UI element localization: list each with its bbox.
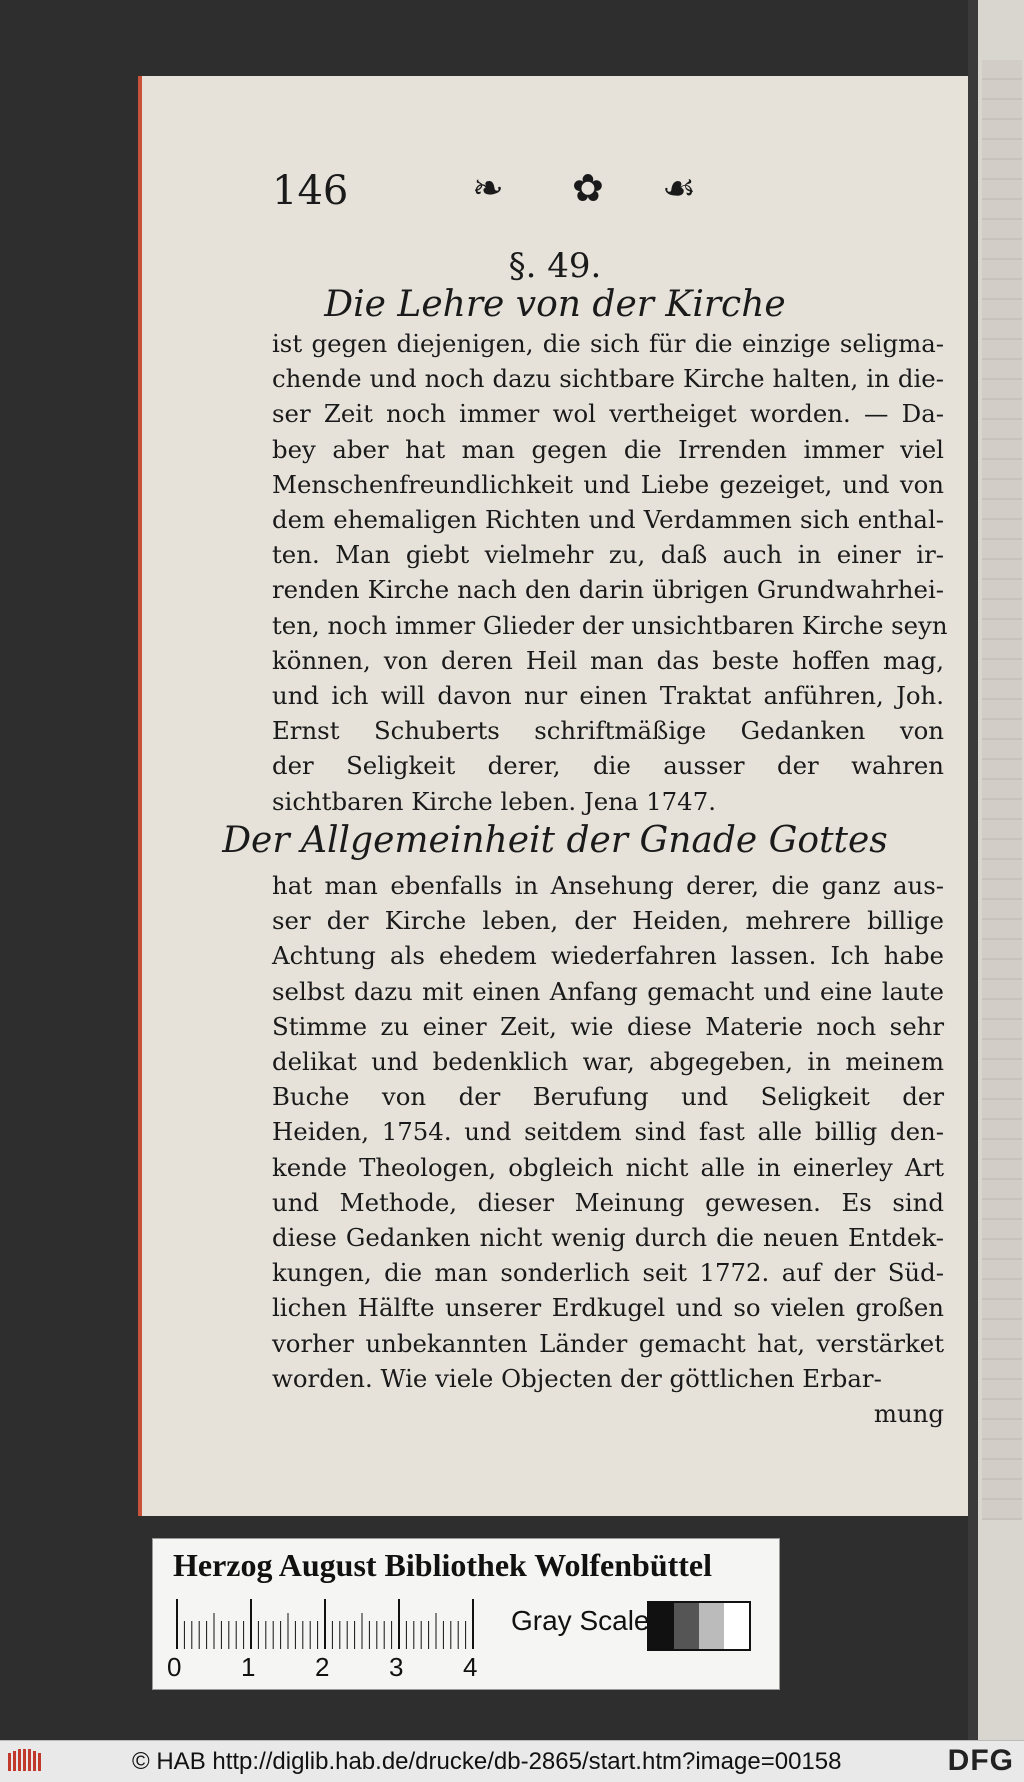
facing-page-edge [968, 0, 1024, 1740]
text-line: Buche von der Berufung und Seligkeit der [272, 1082, 944, 1112]
text-line: Achtung als ehedem wiederfahren lassen. Ich habe [272, 941, 944, 971]
text-line: ist gegen diejenigen, die sich für die einzige seligma- [272, 329, 944, 358]
ornament-center-icon: ✿ [572, 166, 604, 210]
page-number: 146 [272, 168, 349, 214]
text-line: lichen Hälfte unserer Erdkugel und so vielen großen [272, 1293, 944, 1323]
facing-page-lines [982, 60, 1022, 1520]
scale-ruler [175, 1599, 485, 1651]
gray-scale-swatches [647, 1601, 751, 1651]
paragraph-gnade [272, 868, 944, 1396]
text-line: diese Gedanken nicht wenig durch die neuen Entdek- [272, 1223, 944, 1253]
dfg-logo: DFG [947, 1744, 1014, 1777]
text-line: Stimme zu einer Zeit, wie diese Materie noch sehr [272, 1011, 944, 1041]
text-line: hat man ebenfalls in Ansehung derer, die ganz aus- [272, 871, 944, 900]
text-line: kungen, die man sonderlich seit 1772. auf der Süd- [272, 1258, 944, 1288]
text-line: Heiden, 1754. und seitdem sind fast alle billig den- [272, 1117, 944, 1147]
text-line: können, von deren Heil man das beste hoffen mag, [272, 645, 944, 675]
text-line: chende und noch dazu sichtbare Kirche halten, in die- [272, 364, 944, 394]
ruler-number: 0 [167, 1652, 182, 1682]
gray-swatch [699, 1603, 724, 1649]
footer-bar [0, 1740, 1024, 1782]
ruler-number: 4 [463, 1652, 478, 1682]
text-line: der Seligkeit derer, die ausser der wahren [272, 751, 944, 781]
catchword: mung [873, 1399, 944, 1428]
gutter-shadow [968, 0, 978, 1740]
ruler-ticks [175, 1599, 485, 1651]
paragraph-kirche [272, 326, 948, 819]
text-line: worden. Wie viele Objecten der göttlichen Erbar- [272, 1363, 882, 1393]
gray-swatch [674, 1603, 699, 1649]
gray-swatch [724, 1603, 749, 1649]
text-line: ser Zeit noch immer wol vertheiget worden. — Da- [272, 399, 944, 429]
gray-scale-label: Gray Scale [511, 1605, 650, 1636]
text-line: bey aber hat man gegen die Irrenden immer viel [272, 434, 944, 464]
heading-kirche: Die Lehre von der Kirche [324, 284, 786, 325]
ruler-number: 3 [389, 1652, 404, 1682]
text-line: Ernst Schuberts schriftmäßige Gedanken von [272, 716, 944, 746]
section-number: §. 49. [508, 246, 602, 286]
ruler-number: 2 [315, 1652, 330, 1682]
text-line: delikat und bedenklich war, abgegeben, in meinem [272, 1047, 944, 1077]
heading-gnade: Der Allgemeinheit der Gnade Gottes [222, 820, 888, 861]
text-line: ser der Kirche leben, der Heiden, mehrere billige [272, 906, 944, 936]
text-line: und Methode, dieser Meinung gewesen. Es sind [272, 1187, 944, 1217]
text-line: kende Theologen, obgleich nicht alle in einerley Art [272, 1152, 944, 1182]
ornament-left-icon: ❧ [472, 166, 504, 210]
book-page [138, 76, 968, 1516]
library-label [152, 1538, 780, 1690]
ruler-number: 1 [241, 1652, 256, 1682]
catchword-block [272, 1396, 944, 1431]
text-line: sichtbaren Kirche leben. Jena 1747. [272, 786, 716, 816]
text-line: Menschenfreundlichkeit und Liebe gezeiget, und von [272, 469, 944, 499]
footer-url-link[interactable]: © HAB http://diglib.hab.de/drucke/db-2865/start.htm?image=00158 [132, 1748, 842, 1775]
text-line: ten, noch immer Glieder der unsichtbaren Kirche seyn [272, 610, 948, 640]
text-line: und ich will davon nur einen Traktat anführen, Joh. [272, 681, 944, 711]
hab-logo-icon [6, 1747, 46, 1775]
text-line: selbst dazu mit einen Anfang gemacht und eine laute [272, 976, 944, 1006]
gray-swatch [649, 1603, 674, 1649]
text-line: dem ehemaligen Richten und Verdammen sich enthal- [272, 505, 944, 535]
text-line: renden Kirche nach den darin übrigen Grundwahrhei- [272, 575, 944, 605]
text-line: ten. Man giebt vielmehr zu, daß auch in einer ir- [272, 540, 944, 570]
text-line: vorher unbekannten Länder gemacht hat, verstärket [272, 1328, 944, 1358]
ornament-right-icon: ☙ [662, 166, 697, 210]
institution-name: Herzog August Bibliothek Wolfenbüttel [173, 1547, 713, 1583]
